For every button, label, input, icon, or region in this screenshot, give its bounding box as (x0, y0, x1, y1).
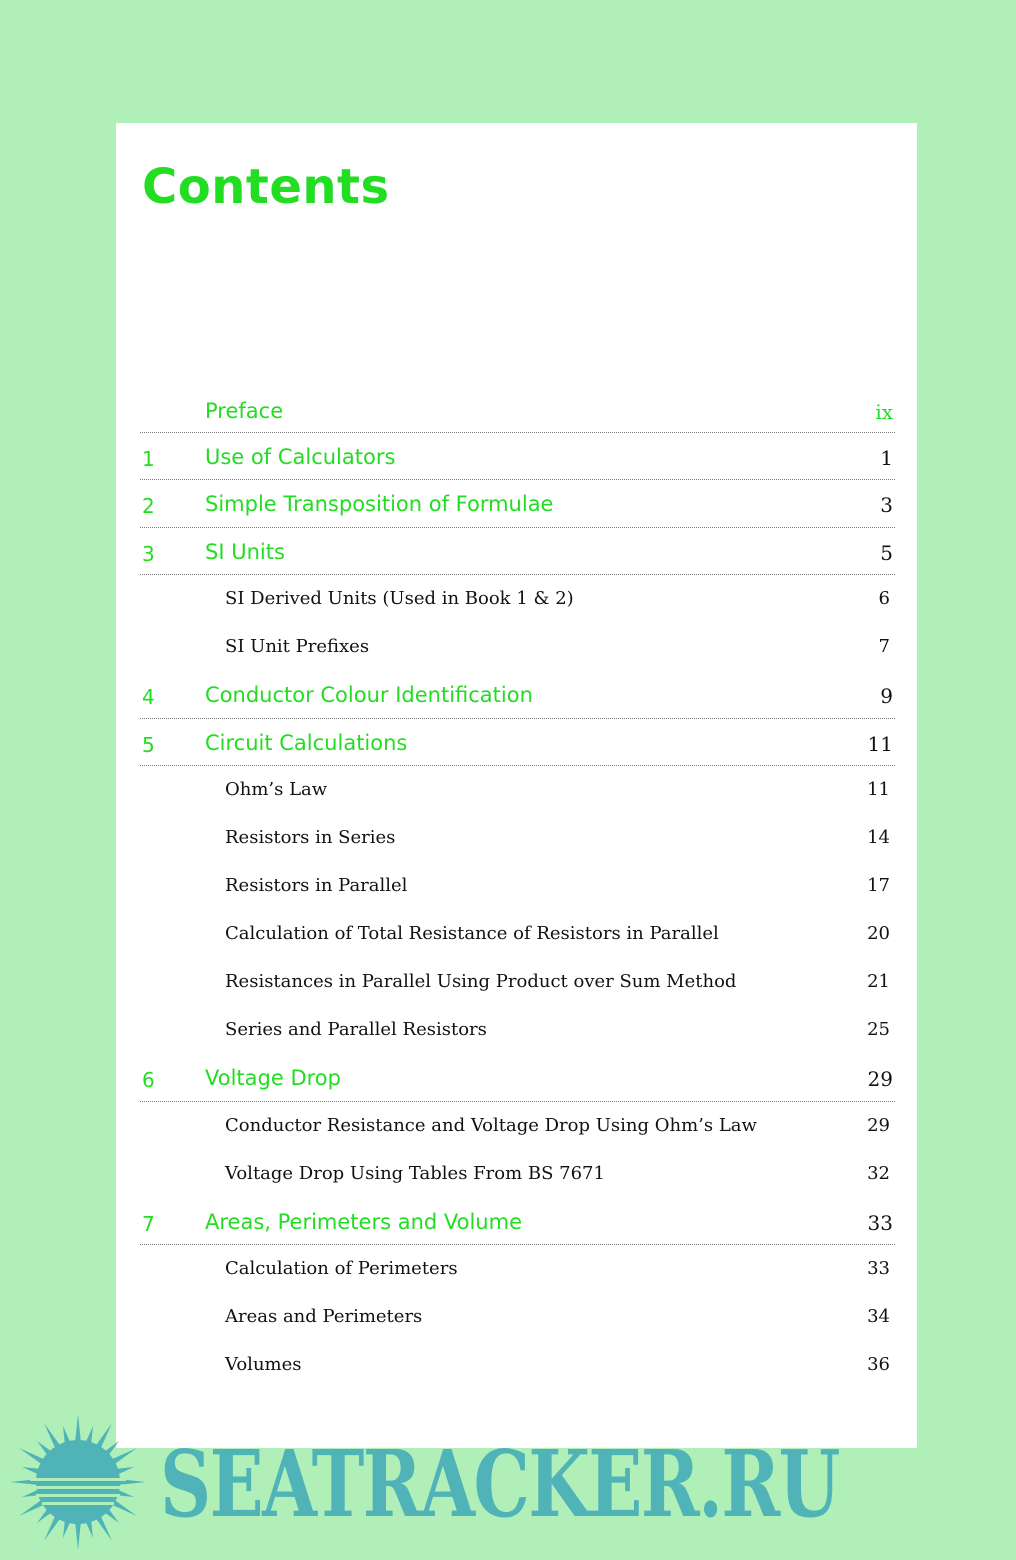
chapter-number: 3 (142, 541, 155, 566)
page-number: 29 (867, 1114, 890, 1136)
toc-chapter-row[interactable] (140, 1054, 895, 1102)
sun-ray (19, 1448, 45, 1465)
sun-ray (44, 1423, 61, 1449)
sun-ray (111, 1448, 137, 1465)
toc-chapter-row[interactable] (140, 433, 895, 481)
sun-ray (111, 1500, 137, 1517)
section-title: Volumes (225, 1354, 302, 1375)
sun-ray (44, 1515, 61, 1541)
toc-chapter-row[interactable] (140, 480, 895, 528)
page-number: 17 (867, 875, 890, 896)
toc-section-row[interactable] (140, 862, 895, 910)
page-number: 33 (867, 1258, 890, 1279)
page-number: 21 (867, 971, 890, 992)
contents-page (116, 123, 917, 1448)
toc-chapter-row[interactable] (140, 1198, 895, 1246)
toc-chapter-row[interactable] (140, 671, 895, 719)
toc-section-row[interactable] (140, 814, 895, 862)
toc-chapter-row[interactable] (140, 528, 895, 576)
toc-section-row[interactable] (140, 1341, 895, 1389)
section-title: SI Derived Units (Used in Book 1 & 2) (225, 588, 574, 609)
toc-section-row[interactable] (140, 623, 895, 671)
section-title: Voltage Drop Using Tables From BS 7671 (225, 1162, 605, 1184)
sun-ray (19, 1500, 45, 1517)
page-number: 6 (878, 588, 890, 609)
section-title: Areas and Perimeters (225, 1306, 423, 1327)
sun-ray (75, 1414, 81, 1442)
page-number: 1 (880, 445, 893, 470)
page-number: 33 (867, 1210, 893, 1235)
preface-title: Preface (205, 399, 284, 423)
section-title: Resistances in Parallel Using Product over Sum Method (225, 971, 737, 992)
chapter-title: Simple Transposition of Formulae (205, 492, 554, 516)
toc-preface-row[interactable] (140, 387, 895, 433)
page-number: 20 (867, 923, 890, 944)
section-title: Series and Parallel Resistors (225, 1019, 487, 1040)
chapter-title: Voltage Drop (205, 1066, 341, 1090)
toc-chapter-row[interactable] (140, 719, 895, 767)
section-title: Resistors in Series (225, 827, 396, 848)
toc-section-row[interactable] (140, 1006, 895, 1054)
page-number: ix (875, 400, 893, 424)
toc-section-row[interactable] (140, 1102, 895, 1150)
sun-ray (75, 1522, 81, 1550)
section-title: Conductor Resistance and Voltage Drop Using Ohm’s Law (225, 1114, 757, 1136)
page-number: 32 (867, 1162, 890, 1184)
toc-section-row[interactable] (140, 1245, 895, 1293)
page-number: 5 (880, 540, 893, 565)
chapter-number: 4 (142, 685, 155, 709)
chapter-title: SI Units (205, 539, 285, 564)
toc-section-row[interactable] (140, 910, 895, 958)
toc-section-row[interactable] (140, 1293, 895, 1341)
toc-section-row[interactable] (140, 575, 895, 623)
page-number: 3 (880, 493, 893, 517)
chapter-number: 2 (142, 494, 155, 518)
chapter-title: Areas, Perimeters and Volume (205, 1209, 522, 1234)
section-title: Ohm’s Law (225, 779, 328, 800)
page-number: 29 (867, 1067, 893, 1091)
chapter-title: Use of Calculators (205, 444, 396, 469)
section-title: Calculation of Total Resistance of Resistors in Parallel (225, 923, 719, 944)
chapter-title: Conductor Colour Identification (205, 683, 533, 707)
table-of-contents (140, 387, 895, 1389)
sun-icon (8, 1412, 148, 1552)
chapter-number: 1 (142, 446, 155, 471)
section-title: Resistors in Parallel (225, 875, 408, 896)
section-title: Calculation of Perimeters (225, 1258, 458, 1279)
page-number: 25 (867, 1019, 890, 1040)
chapter-number: 6 (142, 1068, 155, 1092)
toc-section-row[interactable] (140, 1150, 895, 1198)
chapter-number: 7 (142, 1211, 155, 1236)
toc-section-row[interactable] (140, 958, 895, 1006)
section-title: SI Unit Prefixes (225, 636, 370, 657)
page-number: 14 (867, 827, 890, 848)
chapter-number: 5 (142, 732, 155, 757)
page-number: 7 (878, 636, 890, 657)
page-number: 11 (867, 779, 890, 800)
chapter-title: Circuit Calculations (205, 730, 408, 755)
toc-section-row[interactable] (140, 766, 895, 814)
page-number: 9 (880, 684, 893, 708)
page-number: 34 (867, 1306, 890, 1327)
watermark (0, 1408, 1016, 1560)
watermark-text: SEATRACKER.RU (160, 1430, 839, 1538)
page-number: 36 (867, 1354, 890, 1375)
page-title: Contents (142, 159, 390, 215)
page-number: 11 (867, 731, 893, 756)
sun-ray (96, 1423, 113, 1449)
sun-ray (96, 1515, 113, 1541)
